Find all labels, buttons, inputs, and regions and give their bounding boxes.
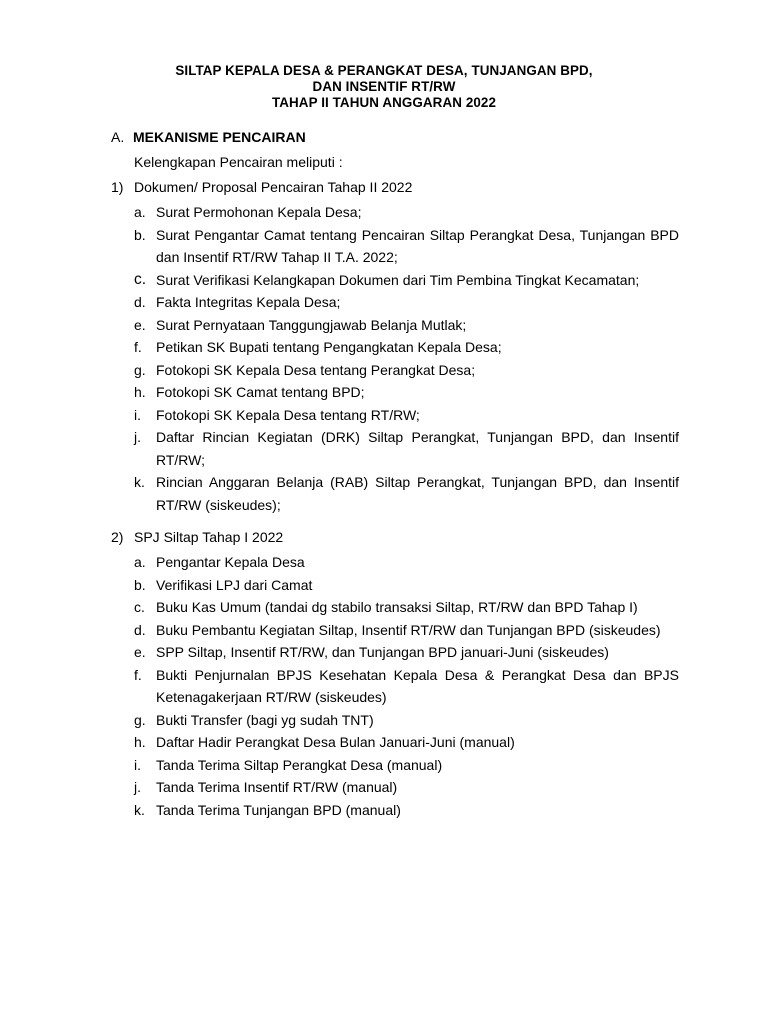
section-intro: Kelengkapan Pencairan meliputi : — [134, 154, 343, 170]
item-text: Surat Pengantar Camat tentang Pencairan Siltap Perangkat Desa, Tunjangan BPD dan Insentif RT/RW Tahap II T.A. 2022; — [156, 226, 679, 265]
group-title — [111, 178, 679, 201]
list-item — [111, 596, 679, 619]
item-text: Buku Kas Umum (tandai dg stabilo transaksi Siltap, RT/RW dan BPD Tahap I) — [156, 599, 638, 615]
item-text: Daftar Hadir Perangkat Desa Bulan Januari-Juni (manual) — [156, 734, 515, 750]
list-item — [111, 404, 679, 427]
item-letter: d. — [134, 621, 146, 638]
item-letter: k. — [134, 474, 145, 490]
section-marker: A. — [111, 129, 125, 145]
item-text: Rincian Anggaran Belanja (RAB) Siltap Perangkat, Tunjangan BPD, dan Insentif RT/RW (siskeudes); — [156, 474, 679, 513]
item-letter: f. — [134, 339, 142, 355]
list-item — [111, 336, 679, 359]
item-letter: h. — [134, 384, 146, 400]
item-letter: g. — [134, 711, 146, 728]
item-text: Buku Pembantu Kegiatan Siltap, Insentif RT/RW dan Tunjangan BPD (siskeudes) — [156, 621, 661, 638]
list-item — [111, 731, 679, 754]
list-item — [111, 754, 679, 777]
item-text: Verifikasi LPJ dari Camat — [156, 576, 313, 593]
list-item — [111, 269, 679, 292]
item-letter: b. — [134, 226, 146, 243]
document-title — [0, 63, 768, 111]
item-text: Daftar Rincian Kegiatan (DRK) Siltap Perangkat, Tunjangan BPD, dan Insentif RT/RW; — [156, 429, 679, 468]
section-a-heading — [111, 128, 306, 146]
item-text: Pengantar Kepala Desa — [156, 554, 305, 570]
group-number: 2) — [111, 529, 124, 545]
group-dokumen-proposal — [111, 178, 679, 516]
item-letter: j. — [134, 779, 141, 795]
group-number: 1) — [111, 179, 124, 195]
list-item — [111, 776, 679, 799]
item-letter: i. — [134, 756, 141, 773]
list-item — [111, 314, 679, 337]
item-letter: i. — [134, 406, 141, 423]
item-text: Fotokopi SK Camat tentang BPD; — [156, 384, 365, 400]
item-text: Tanda Terima Tunjangan BPD (manual) — [156, 801, 401, 818]
item-letter: c. — [134, 270, 147, 288]
requirement-list — [111, 551, 679, 821]
item-text: Surat Permohonan Kepala Desa; — [156, 204, 362, 220]
group-title-text: Dokumen/ Proposal Pencairan Tahap II 2022 — [134, 179, 413, 195]
list-item — [111, 224, 679, 269]
item-text: Surat Verifikasi Kelangkapan Dokumen dari Tim Pembina Tingkat Kecamatan; — [156, 271, 640, 288]
item-letter: d. — [134, 294, 146, 310]
group-title-text: SPJ Siltap Tahap I 2022 — [134, 529, 284, 545]
item-text: Surat Pernyataan Tanggungjawab Belanja Mutlak; — [156, 316, 467, 333]
list-item — [111, 709, 679, 732]
item-letter: e. — [134, 316, 146, 333]
title-line-1: SILTAP KEPALA DESA & PERANGKAT DESA, TUNJANGAN BPD, — [175, 63, 593, 78]
item-text: SPP Siltap, Insentif RT/RW, dan Tunjangan BPD januari-Juni (siskeudes) — [156, 644, 609, 660]
item-text: Fakta Integritas Kepala Desa; — [156, 294, 341, 310]
item-letter: g. — [134, 361, 146, 378]
item-letter: j. — [134, 429, 141, 445]
group-spj-siltap — [111, 528, 679, 821]
item-letter: f. — [134, 666, 142, 683]
item-letter: a. — [134, 554, 146, 570]
title-line-2: DAN INSENTIF RT/RW — [312, 79, 456, 94]
item-letter: c. — [134, 599, 145, 615]
item-letter: e. — [134, 644, 146, 660]
list-item — [111, 291, 679, 314]
list-item — [111, 799, 679, 822]
item-text: Tanda Terima Siltap Perangkat Desa (manual) — [156, 756, 443, 773]
list-item — [111, 201, 679, 224]
title-line-3: TAHAP II TAHUN ANGGARAN 2022 — [271, 95, 497, 110]
list-item — [111, 551, 679, 574]
list-item — [111, 664, 679, 709]
requirement-list — [111, 201, 679, 516]
group-title — [111, 528, 679, 551]
item-letter: b. — [134, 576, 146, 593]
list-item — [111, 619, 679, 642]
list-item — [111, 426, 679, 471]
list-item — [111, 471, 679, 516]
item-text: Fotokopi SK Kepala Desa tentang RT/RW; — [156, 406, 420, 423]
item-letter: a. — [134, 204, 146, 220]
item-text: Petikan SK Bupati tentang Pengangkatan Kepala Desa; — [156, 339, 502, 355]
item-text: Bukti Penjurnalan BPJS Kesehatan Kepala Desa & Perangkat Desa dan BPJS Ketenagakerjaan RT/RW (siskeudes) — [156, 666, 679, 705]
list-item — [111, 574, 679, 597]
section-heading: MEKANISME PENCAIRAN — [133, 129, 306, 145]
item-text: Tanda Terima Insentif RT/RW (manual) — [156, 779, 398, 795]
item-text: Bukti Transfer (bagi yg sudah TNT) — [156, 711, 374, 728]
item-letter: h. — [134, 734, 146, 750]
list-item — [111, 381, 679, 404]
list-item — [111, 641, 679, 664]
item-text: Fotokopi SK Kepala Desa tentang Perangkat Desa; — [156, 361, 476, 378]
item-letter: k. — [134, 801, 145, 818]
list-item — [111, 359, 679, 382]
